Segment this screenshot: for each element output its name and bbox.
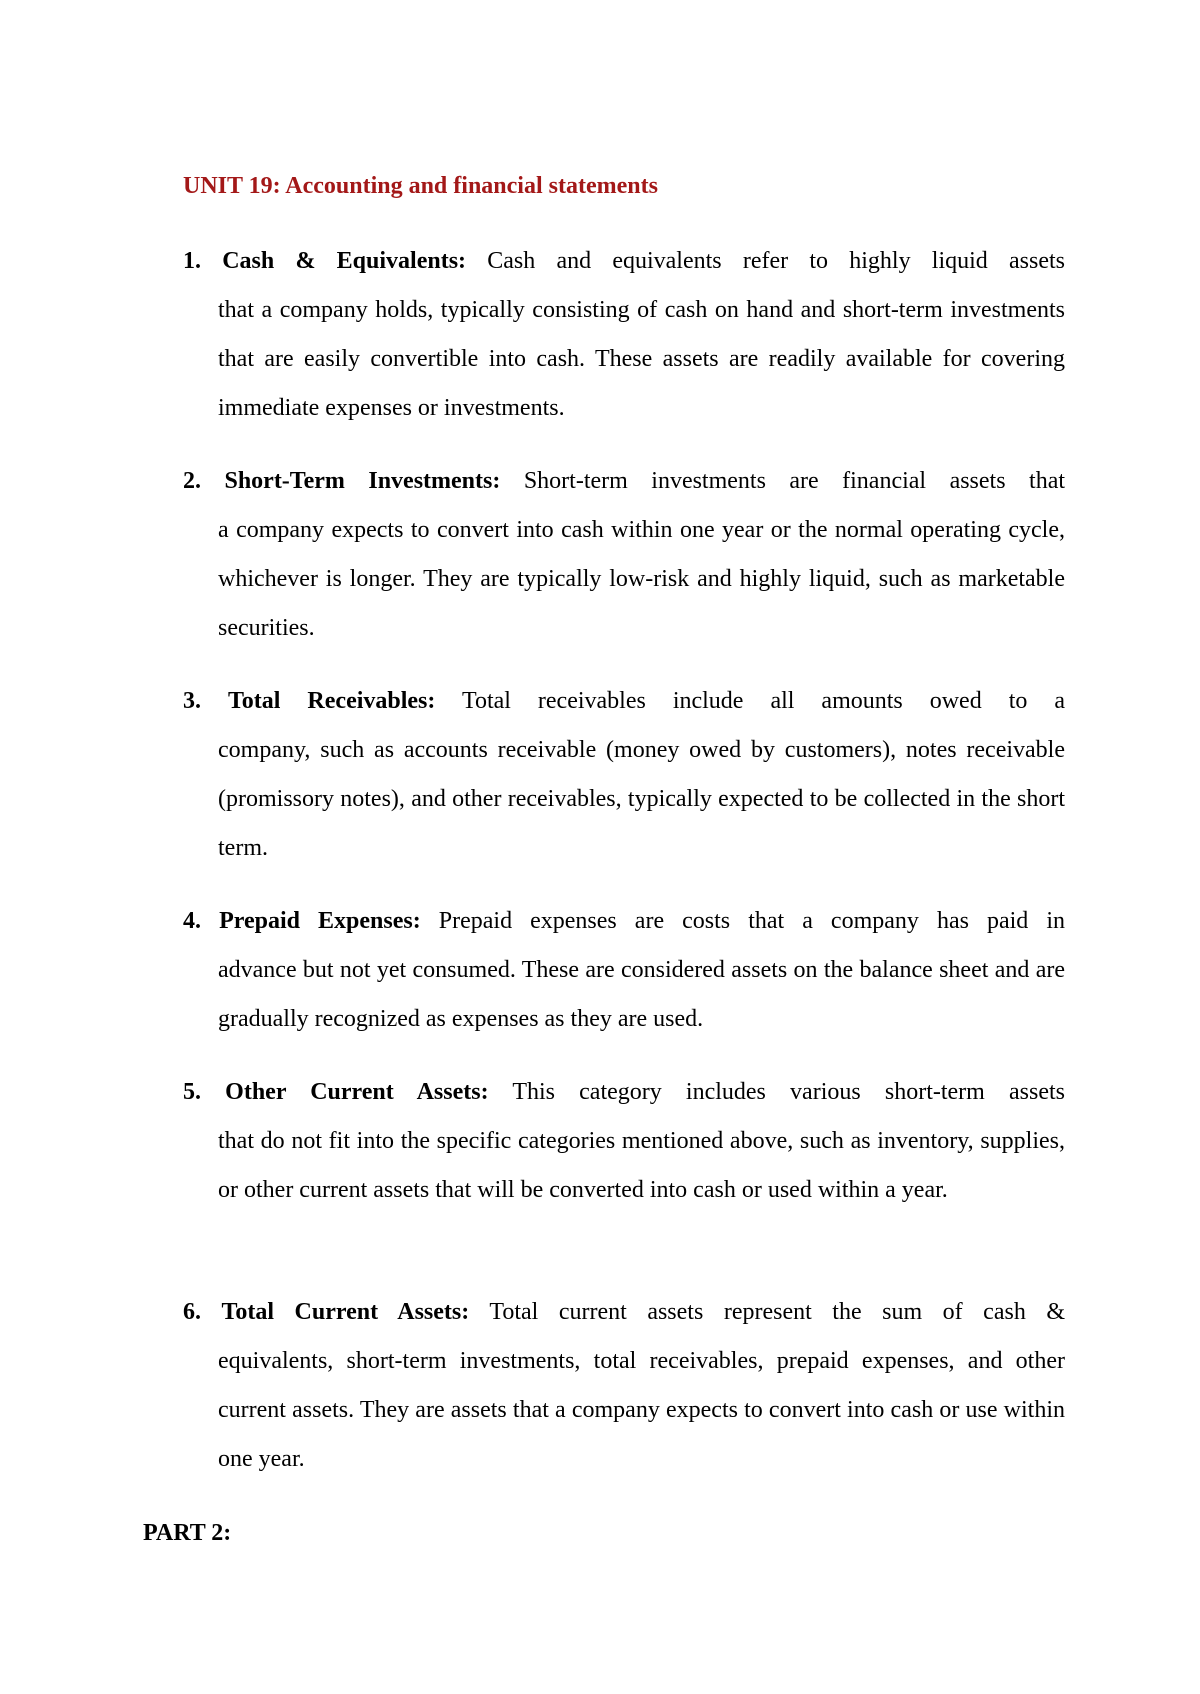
list-item-term: Other Current Assets: — [225, 1079, 489, 1105]
list-item-first-line — [183, 457, 1065, 506]
list-item-text: Prepaid expenses are costs that a company has paid in — [438, 908, 1066, 934]
list-item-first-line — [183, 237, 1065, 286]
list-item-continuation: that a company holds, typically consisting of cash on hand and short-term investments that are easily convertible into cash. These assets are readily available for covering immediate expenses or investments. — [218, 297, 1065, 421]
list-item-term: Total Receivables: — [227, 688, 436, 714]
list-item-number: 3. — [183, 688, 201, 714]
list-item-other-current-assets — [183, 1068, 1065, 1215]
list-item-number: 1. — [183, 248, 201, 274]
list-item-total-current-assets — [183, 1288, 1065, 1484]
list-item-term: Short-Term Investments: — [224, 468, 501, 494]
list-item-text: Short-term investments are financial assets that — [523, 468, 1066, 494]
list-item-first-line — [183, 677, 1065, 726]
part-heading: PART 2: — [143, 1520, 232, 1546]
list-item-continuation: a company expects to convert into cash within one year or the normal operating cycle, whichever is longer. They are typically low-risk and highly liquid, such as marketable securities. — [218, 517, 1065, 641]
list-item-total-receivables — [183, 677, 1065, 873]
list-item-term: Prepaid Expenses: — [219, 908, 421, 934]
list-item-first-line — [183, 1068, 1065, 1117]
list-item-short-term-investments — [183, 457, 1065, 653]
list-item-term: Cash & Equivalents: — [222, 248, 467, 274]
list-item-text: This category includes various short-term assets — [512, 1079, 1065, 1105]
list-item-text: Total receivables include all amounts owed to a — [461, 688, 1065, 714]
list-item-continuation: advance but not yet consumed. These are considered assets on the balance sheet and are gradually recognized as expenses as they are used. — [218, 957, 1065, 1032]
list-item-prepaid-expenses — [183, 897, 1065, 1044]
list-item-text: Cash and equivalents refer to highly liquid assets — [487, 248, 1066, 274]
list-item-number: 6. — [183, 1299, 201, 1325]
list-item-number: 2. — [183, 468, 201, 494]
list-item-text: Total current assets represent the sum of cash & — [489, 1299, 1066, 1325]
list-item-number: 5. — [183, 1079, 201, 1105]
list-item-continuation: company, such as accounts receivable (money owed by customers), notes receivable (promissory notes), and other receivables, typically expected to be collected in the short term. — [218, 737, 1065, 861]
list-item-term: Total Current Assets: — [221, 1299, 470, 1325]
list-item-first-line — [183, 1288, 1065, 1337]
list-item-continuation: that do not fit into the specific categories mentioned above, such as inventory, supplies, or other current assets that will be converted into cash or used within a year. — [218, 1128, 1065, 1203]
list-item-number: 4. — [183, 908, 201, 934]
list-item-cash-equivalents — [183, 237, 1065, 433]
list-item-continuation: equivalents, short-term investments, total receivables, prepaid expenses, and other current assets. They are assets that a company expects to convert into cash or use within one year. — [218, 1348, 1065, 1472]
document-title: UNIT 19: Accounting and financial statements — [183, 173, 658, 199]
list-item-first-line — [183, 897, 1065, 946]
